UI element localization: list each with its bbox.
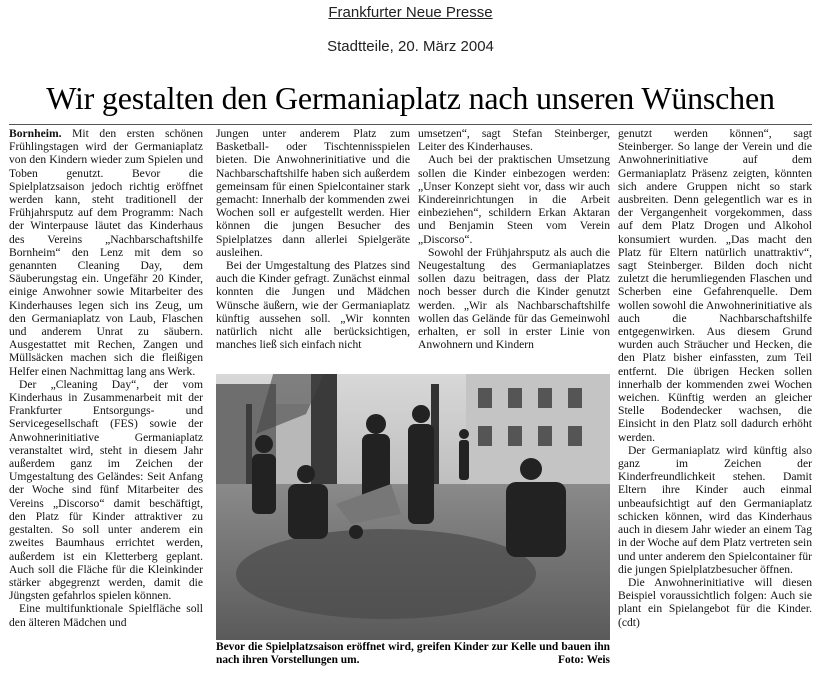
photo-caption: [216, 641, 610, 668]
caption-text: Bevor die Spielplatzsaison eröffnet wird, greifen Kinder zur Kelle und bauen ihn nach ihren Vorstellungen um.: [216, 641, 610, 667]
dateline: Stadtteile, 20. März 2004: [327, 38, 494, 55]
paragraph: Auch bei der praktischen Umsetzung sollen die Kinder einbezogen werden: „Unser Konzept sieht vor, dass wir auch Kindereinrichtungen in die Arbeit einbeziehen“, schildern Erkan Aktaran und Benjamin Steen vom Verein „Discorso“.: [418, 153, 610, 246]
paragraph: Bei der Umgestaltung des Platzes sind auch die Kinder gefragt. Zunächst einmal konnten die Jungen und Mädchen Wünsche äußern, wie der Germaniaplatz künftig aussehen soll. „Wir konnten natürlich nicht alle berücksichtigen, manches ließ sich einfach nicht: [216, 259, 410, 352]
place-name: Bornheim.: [9, 127, 62, 140]
newspaper-source: Frankfurter Neue Presse: [328, 4, 493, 21]
paragraph: Eine multifunktionale Spielfläche soll den älteren Mädchen und: [9, 602, 203, 629]
photo-illustration: [216, 374, 610, 640]
article-column-2: [216, 127, 410, 372]
article-headline: Wir gestalten den Germaniaplatz nach unseren Wünschen: [46, 80, 775, 116]
article-column-3: [418, 127, 610, 372]
headline-rule: [9, 124, 812, 125]
article-photo: [216, 374, 610, 640]
paragraph: Der „Cleaning Day“, der vom Kinderhaus in Zusammenarbeit mit der Frankfurter Entsorgungs- und Servicegesellschaft (FES) sowie der Anwohnerinitiative Germaniaplatz veranstaltet wird, steht in diesem Jahr außerdem ganz im Zeichen der Umgestaltung des Geländes: Seit Anfang der Woche sind fünf Mitarbeiter des Vereins „Discorso“ damit beschäftigt, den Platz für Kinder attraktiver zu gestalten. So soll unter anderem ein zweites Baumhaus errichtet werden, außerdem ist ein Kletterberg geplant. Auch soll die Fläche für die Kleinkinder stärker abgegrenzt werden, damit die Jüngsten gefahrlos spielen können.: [9, 377, 203, 603]
paragraph: genutzt werden können“, sagt Steinberger. So lange der Verein und die Anwohnerinitiative auf dem Germaniaplatz Präsenz zeigten, könnten sich andere Gruppen nicht so stark ausbreiten. Denn gelegentlich war es in der Vergangenheit vorgekommen, dass auf dem Platz Drogen und Alkohol konsumiert wurden. „Das macht den Platz für Eltern natürlich unattraktiv“, sagt Steinberger. Bilden doch nicht zuletzt die herumliegenden Flaschen und Scherben eine Gefahrenquelle. Dem wollen sowohl die Anwohnerinitiative als auch die Nachbarschaftshilfe entgegenwirken. Aus diesem Grund wurden auch Sträucher und Hecken, die den Platz bisher einfassten, zum Teil entfernt. Die übrigen Hecken sollen innerhalb der kommenden zwei Wochen weichen. Künftig werden an gleicher Stelle Bodendecker wachsen, die Einsicht in den Platz soll dadurch erhöht werden.: [618, 127, 812, 444]
paragraph: [9, 127, 203, 378]
paragraph: Jungen unter anderem Platz zum Basketball- oder Tischtennisspielen bieten. Die Anwohnerinitiative und die Nachbarschaftshilfe haben sich außerdem gemeinsam für einen Spielcontainer stark gemacht: Innerhalb der kommenden zwei Wochen soll er aufgestellt werden. Hier können die jungen Besucher des Spielplatzes dann allerlei Spielgeräte ausleihen.: [216, 127, 410, 259]
paragraph: Sowohl der Frühjahrsputz als auch die Neugestaltung des Germaniaplatzes sollen dazu beitragen, dass der Platz noch besser durch die Kinder genutzt werden. „Wir als Nachbarschaftshilfe wollen das Gelände für das Gemeinwohl erhalten, er soll in erster Linie von Anwohnern und Kindern: [418, 245, 610, 352]
paragraph: Der Germaniaplatz wird künftig also ganz im Zeichen der Kinderfreundlichkeit stehen. Damit Eltern ihre Kinder auch einmal unbeaufsichtigt auf den Germaniaplatz schicken können, wird das Kinderhaus auch in diesem Jahr wieder an einem Tag in der Woche auf dem Platz vertreten sein und unter anderem den Spielcontainer für die jungen Spielplatzbesucher öffnen.: [618, 443, 812, 576]
article-column-1: [9, 127, 203, 675]
paragraph: umsetzen“, sagt Stefan Steinberger, Leiter des Kinderhauses.: [418, 127, 610, 154]
photo-credit: Foto: Weis: [558, 654, 610, 667]
article-column-4: [618, 127, 812, 675]
paragraph: Die Anwohnerinitiative will diesen Beispiel voraussichtlich folgen: Auch sie plant ein Spielangebot für die Kinder. (cdt): [618, 575, 812, 629]
paragraph-text: Mit den ersten schönen Frühlingstagen wird der Germaniaplatz von den Kindern wieder zum Spielen und Toben genutzt. Bevor die Spielplatzsaison jedoch richtig eröffnet werden kann, steht traditionell der Frühjahrsputz auf dem Programm: Nach der Winterpause läutet das Kinderhaus des Vereins „Nachbarschaftshilfe Bornheim“ den Lenz mit dem so genannten Cleaning Day, dem Säuberungstag ein. Ungefähr 20 Kinder, einige Anwohner sowie Mitarbeiter des Kinderhauses legen sich ins Zeug, um den Germaniaplatz von Laub, Flaschen und anderem Unrat zu säubern. Ausgestattet mit Rechen, Zangen und Müllsäcken machen sich die fleißigen Helfer einen Nachmittag lang ans Werk.: [9, 127, 203, 378]
